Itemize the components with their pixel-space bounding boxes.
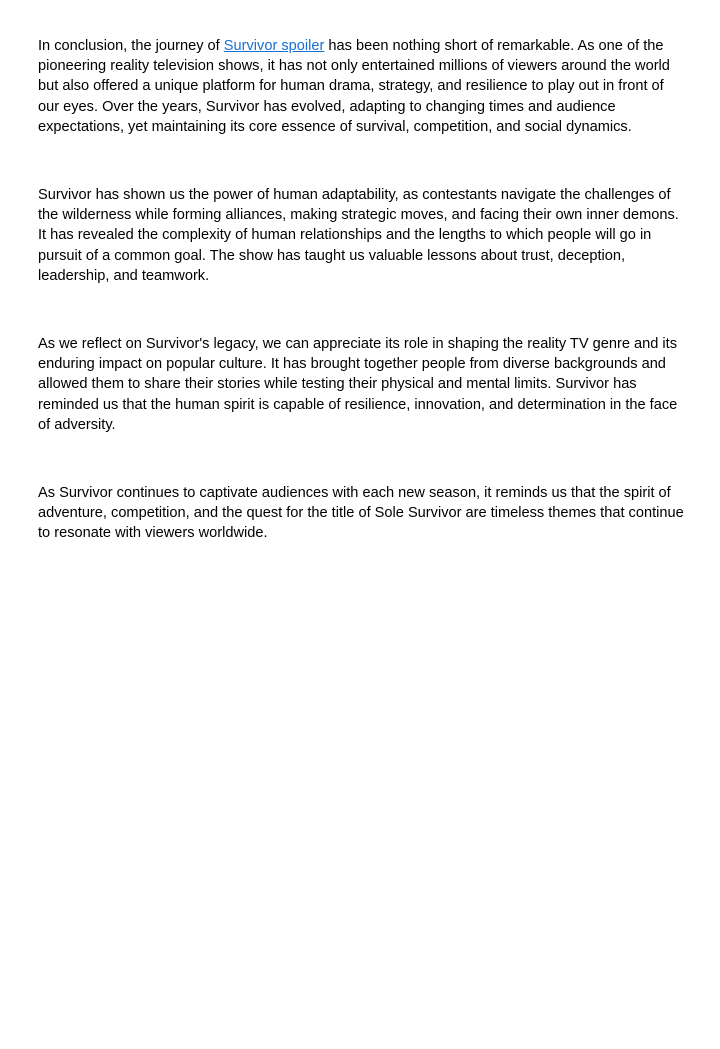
paragraph-conclusion <box>38 36 688 137</box>
paragraph-legacy: As we reflect on Survivor's legacy, we can appreciate its role in shaping the reality TV genre and its enduring impact on popular culture. It has brought together people from diverse backgrounds and allowed them to share their stories while testing their physical and mental limits. Survivor has reminded us that the human spirit is capable of resilience, innovation, and determination in the face of adversity. <box>38 336 678 433</box>
paragraph-adaptability: Survivor has shown us the power of human adaptability, as contestants navigate the challenges of the wilderness while forming alliances, making strategic moves, and facing their own inner demons. It has revealed the complexity of human relationships and the lengths to which people will go in pursuit of a common goal. The show has taught us valuable lessons about trust, deception, leadership, and teamwork. <box>38 187 679 284</box>
survivor-spoiler-link[interactable]: Survivor spoiler <box>223 38 325 54</box>
paragraph-conclusion-rest: has been nothing short of remarkable. As one of the pioneering reality television shows, it has not only entertained millions of viewers around the world but also offered a unique platform for human drama, strategy, and resilience to play out in front of our eyes. Over the years, Survivor has evolved, adapting to changing times and audience expectations, yet maintaining its core essence of survival, competition, and social dynamics. <box>38 38 670 135</box>
document-body <box>38 36 688 544</box>
paragraph-conclusion-intro: In conclusion, the journey of <box>38 38 224 54</box>
paragraph-closing: As Survivor continues to captivate audiences with each new season, it reminds us that the spirit of adventure, competition, and the quest for the title of Sole Survivor are timeless themes that continue to resonate with viewers worldwide. <box>38 485 684 542</box>
